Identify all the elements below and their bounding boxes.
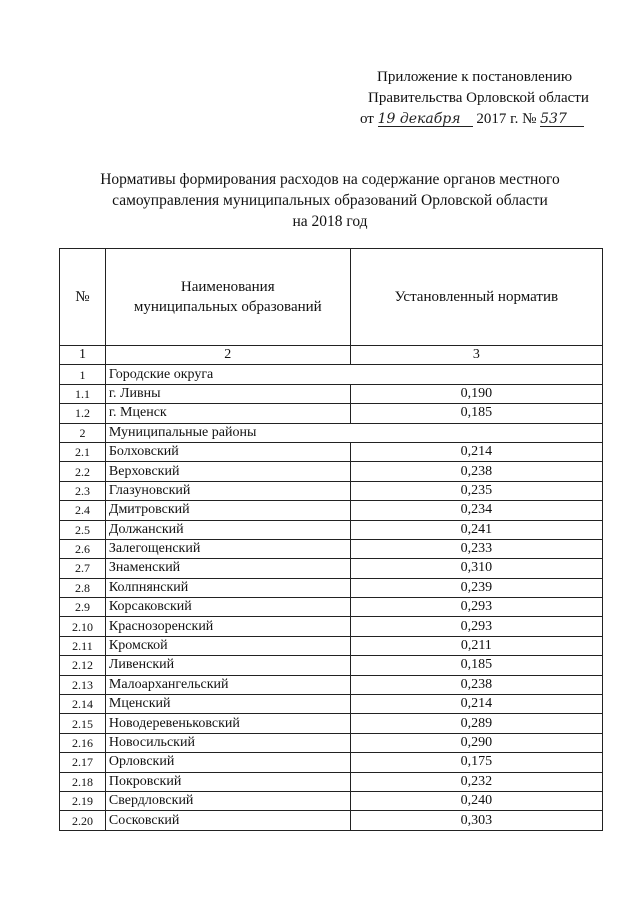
row-name: Колпнянский [105,578,350,597]
section-row [60,365,603,384]
row-value: 0,289 [350,714,602,733]
row-name: Орловский [105,753,350,772]
row-name: Мценский [105,695,350,714]
table-row [60,559,603,578]
table-header-row [60,249,603,346]
row-value: 0,293 [350,598,602,617]
table-row [60,462,603,481]
section-name: Городские округа [105,365,602,384]
row-value: 0,232 [350,772,602,791]
row-number: 2.16 [60,733,106,752]
row-number: 1.1 [60,384,106,403]
row-name: Покровский [105,772,350,791]
col-number-1: 1 [60,346,106,365]
row-number: 2.3 [60,481,106,500]
handwritten-date: 19 декабря [378,112,473,127]
table-row [60,539,603,558]
row-number: 2.2 [60,462,106,481]
header-line-2: Правительства Орловской области [368,90,589,106]
row-number: 2.5 [60,520,106,539]
row-value: 0,303 [350,811,602,830]
row-name: г. Мценск [105,404,350,423]
row-name: Верховский [105,462,350,481]
row-value: 0,190 [350,384,602,403]
table-row [60,811,603,830]
table-row [60,791,603,810]
row-number: 2.8 [60,578,106,597]
row-number: 2.1 [60,442,106,461]
section-number: 2 [60,423,106,442]
title-line-2: самоуправления муниципальных образований Орловской области [112,192,548,209]
row-value: 0,185 [350,656,602,675]
row-value: 0,234 [350,501,602,520]
table-row [60,617,603,636]
row-name: Сосковский [105,811,350,830]
row-value: 0,214 [350,695,602,714]
row-name: Корсаковский [105,598,350,617]
row-number: 2.12 [60,656,106,675]
row-name: Свердловский [105,791,350,810]
col-number-2: 2 [105,346,350,365]
table-body [60,346,603,831]
row-name: Знаменский [105,559,350,578]
table-row [60,481,603,500]
row-value: 0,310 [350,559,602,578]
row-number: 2.20 [60,811,106,830]
row-name: Ливенский [105,656,350,675]
row-number: 2.17 [60,753,106,772]
header-municipality: Наименования муниципальных образований [105,249,350,346]
col-number-3: 3 [350,346,602,365]
handwritten-number: 537 [540,112,584,127]
row-number: 2.15 [60,714,106,733]
norms-table [59,248,603,831]
column-number-row [60,346,603,365]
table-row [60,714,603,733]
header-line-1: Приложение к постановлению [377,69,573,85]
table-row [60,520,603,539]
row-number: 2.10 [60,617,106,636]
table-row [60,675,603,694]
header-number: № [60,249,106,346]
row-number: 2.11 [60,636,106,655]
row-name: Новосильский [105,733,350,752]
table-row [60,598,603,617]
table-row [60,442,603,461]
section-name: Муниципальные районы [105,423,602,442]
title-line-1: Нормативы формирования расходов на содержание органов местного [100,171,560,188]
table-row [60,578,603,597]
table-row [60,636,603,655]
row-name: Кромской [105,636,350,655]
row-number: 2.4 [60,501,106,520]
row-name: Глазуновский [105,481,350,500]
row-value: 0,175 [350,753,602,772]
row-name: Должанский [105,520,350,539]
table-row [60,695,603,714]
row-number: 2.7 [60,559,106,578]
row-name: Малоархангельский [105,675,350,694]
table-row [60,772,603,791]
row-value: 0,211 [350,636,602,655]
row-value: 0,241 [350,520,602,539]
row-name: Залегощенский [105,539,350,558]
row-number: 2.13 [60,675,106,694]
row-number: 2.6 [60,539,106,558]
row-value: 0,233 [350,539,602,558]
row-number: 2.18 [60,772,106,791]
table-row [60,501,603,520]
section-row [60,423,603,442]
row-value: 0,238 [350,675,602,694]
row-name: Болховский [105,442,350,461]
title-line-3: на 2018 год [292,213,368,230]
row-name: Новодеревеньковский [105,714,350,733]
row-value: 0,238 [350,462,602,481]
row-value: 0,293 [350,617,602,636]
table-row [60,656,603,675]
row-value: 0,185 [350,404,602,423]
row-name: Краснозоренский [105,617,350,636]
row-value: 0,235 [350,481,602,500]
table-row [60,733,603,752]
row-value: 0,239 [350,578,602,597]
row-name: Дмитровский [105,501,350,520]
row-name: г. Ливны [105,384,350,403]
table-row [60,753,603,772]
document-title [60,169,600,232]
year-text: 2017 г. № [476,111,537,127]
document-header [360,67,620,130]
row-number: 2.9 [60,598,106,617]
from-label: от [360,111,374,127]
table-row [60,384,603,403]
section-number: 1 [60,365,106,384]
table-row [60,404,603,423]
row-number: 1.2 [60,404,106,423]
header-line-3 [360,109,620,130]
row-value: 0,290 [350,733,602,752]
row-number: 2.19 [60,791,106,810]
row-number: 2.14 [60,695,106,714]
row-value: 0,214 [350,442,602,461]
header-norm: Установленный норматив [350,249,602,346]
row-value: 0,240 [350,791,602,810]
